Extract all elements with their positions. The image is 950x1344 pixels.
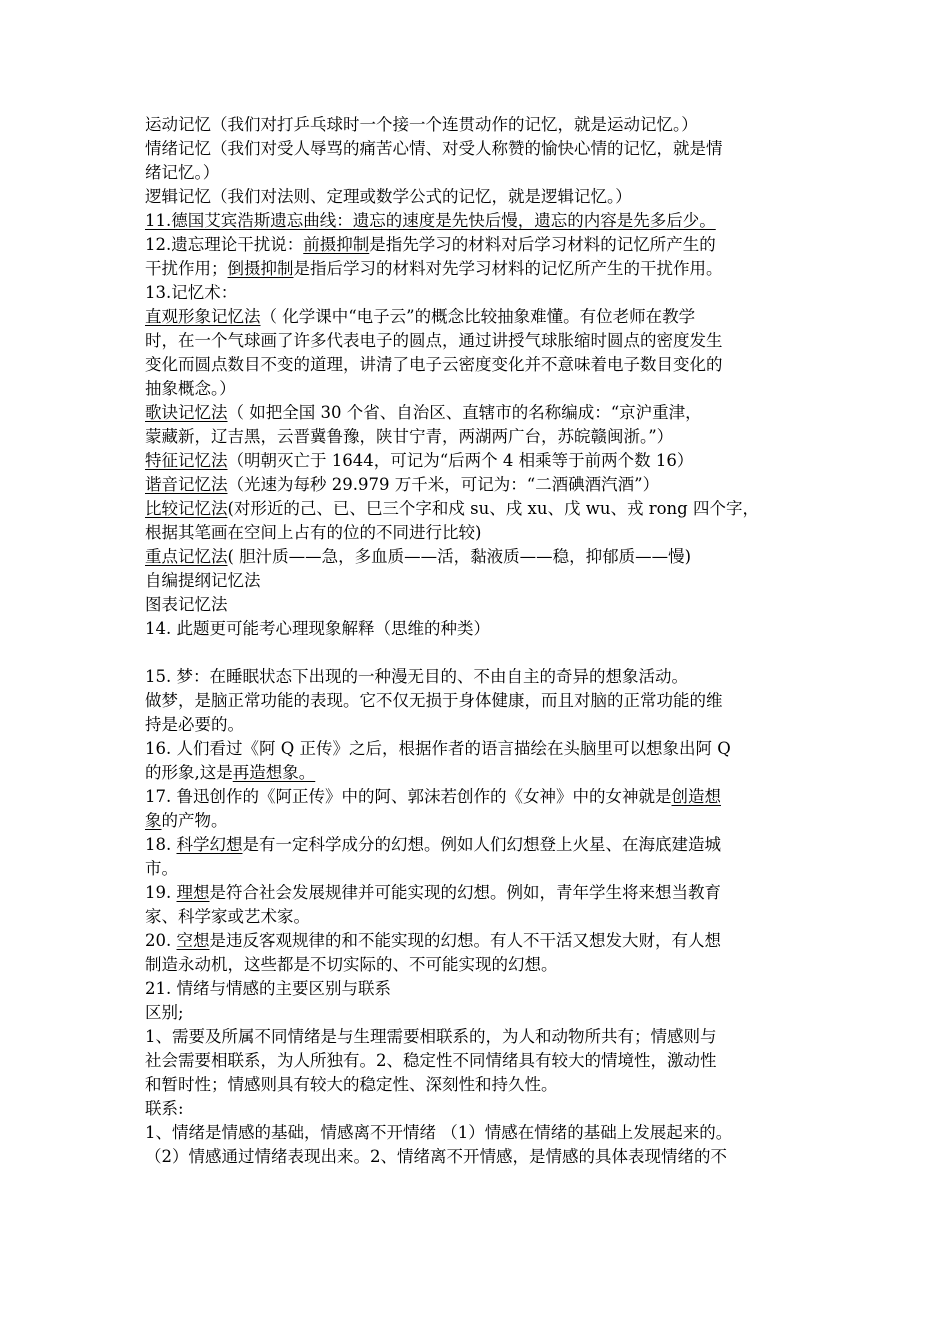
line-text: 绪记忆。） xyxy=(145,163,220,182)
line-text: 自编提纲记忆法 xyxy=(145,571,261,590)
underlined-term: 直观形象记忆法 xyxy=(145,307,261,326)
text-line xyxy=(145,209,813,233)
document-page xyxy=(145,113,813,1169)
line-text: 是指后学习的材料对先学习材料的记忆所产生的干扰作用。 xyxy=(293,259,723,278)
text-line xyxy=(145,425,813,449)
line-text: (对形近的己、已、巳三个字和戍 su、戌 xu、戊 wu、戎 rong 四个字， xyxy=(227,499,759,518)
line-text: 逻辑记忆（我们对法则、定理或数学公式的记忆，就是逻辑记忆。） xyxy=(145,187,632,206)
underlined-term: 歌诀记忆法 xyxy=(145,403,228,422)
line-text: 12.遗忘理论干扰说： xyxy=(145,235,304,254)
text-line xyxy=(145,1121,813,1145)
text-line xyxy=(145,641,813,665)
line-text: 根据其笔画在空间上占有的位的不同进行比较) xyxy=(145,523,482,542)
underlined-term: 比较记忆法 xyxy=(145,499,228,518)
text-line xyxy=(145,545,813,569)
text-line xyxy=(145,785,813,809)
line-text: （ 如把全国 30 个省、自治区、直辖市的名称编成：“京沪重津， xyxy=(227,403,702,422)
text-line xyxy=(145,1097,813,1121)
line-text: 情绪记忆（我们对受人辱骂的痛苦心情、对受人称赞的愉快心情的记忆，就是情 xyxy=(145,139,723,158)
text-line xyxy=(145,137,813,161)
text-line xyxy=(145,1073,813,1097)
underlined-term: 再造想象。 xyxy=(232,763,316,782)
text-line xyxy=(145,857,813,881)
line-text: 的形象,这是 xyxy=(145,763,233,782)
text-line xyxy=(145,281,813,305)
line-text: 15. 梦：在睡眠状态下出现的一种漫无目的、不由自主的奇异的想象活动。 xyxy=(145,667,688,686)
underlined-term: 谐音记忆法 xyxy=(145,475,228,494)
text-line xyxy=(145,1049,813,1073)
line-text: ( 胆汁质——急，多血质——活，黏液质——稳，抑郁质——慢) xyxy=(227,547,692,566)
line-text: 是指先学习的材料对后学习材料的记忆所产生的 xyxy=(369,235,716,254)
text-line xyxy=(145,233,813,257)
line-text: 20. xyxy=(145,931,177,950)
line-text: 市。 xyxy=(145,859,178,878)
underlined-term: 倒摄抑制 xyxy=(227,259,294,278)
line-text: 18. xyxy=(145,835,177,854)
text-line xyxy=(145,1025,813,1049)
line-text: 1、需要及所属不同情绪是与生理需要相联系的，为人和动物所共有；情感则与 xyxy=(145,1027,717,1046)
text-line xyxy=(145,809,813,833)
text-line xyxy=(145,185,813,209)
line-text: 变化而圆点数目不变的道理，讲清了电子云密度变化并不意味着电子数目变化的 xyxy=(145,355,723,374)
line-text: 14. 此题更可能考心理现象解释（思维的种类） xyxy=(145,619,490,638)
underlined-term: 前摄抑制 xyxy=(303,235,370,254)
line-text: 运动记忆（我们对打乒乓球时一个接一个连贯动作的记忆，就是运动记忆。） xyxy=(145,115,698,134)
line-text: 的产物。 xyxy=(161,811,228,830)
line-text: （明朝灭亡于 1644，可记为“后两个 4 相乘等于前两个数 16） xyxy=(227,451,694,470)
text-line xyxy=(145,665,813,689)
line-text: 时，在一个气球画了许多代表电子的圆点，通过讲授气球胀缩时圆点的密度发生 xyxy=(145,331,723,350)
text-line xyxy=(145,305,813,329)
line-text: 蒙藏新，辽吉黑，云晋冀鲁豫，陕甘宁青，两湖两广台，苏皖赣闽浙。”） xyxy=(145,427,674,446)
text-line xyxy=(145,473,813,497)
line-text: 家、科学家或艺术家。 xyxy=(145,907,310,926)
text-line xyxy=(145,1001,813,1025)
text-line xyxy=(145,449,813,473)
underlined-term: 科学幻想 xyxy=(176,835,243,854)
line-text: 区别; xyxy=(145,1003,184,1022)
underlined-term: 理想 xyxy=(176,883,210,902)
line-text: 做梦，是脑正常功能的表现。它不仅无损于身体健康，而且对脑的正常功能的维 xyxy=(145,691,723,710)
line-text: 13.记忆术： xyxy=(145,283,238,302)
text-line xyxy=(145,977,813,1001)
line-text: 制造永动机，这些都是不切实际的、不可能实现的幻想。 xyxy=(145,955,558,974)
underlined-term: 象 xyxy=(145,811,162,830)
text-line xyxy=(145,689,813,713)
line-text: 是有一定科学成分的幻想。例如人们幻想登上火星、在海底建造城 xyxy=(242,835,721,854)
text-line xyxy=(145,161,813,185)
text-line xyxy=(145,953,813,977)
text-line xyxy=(145,593,813,617)
text-line xyxy=(145,329,813,353)
text-line xyxy=(145,881,813,905)
text-line xyxy=(145,1145,813,1169)
text-line xyxy=(145,113,813,137)
line-text: 19. xyxy=(145,883,177,902)
text-line xyxy=(145,761,813,785)
text-line xyxy=(145,617,813,641)
line-text: 社会需要相联系，为人所独有。2、稳定性不同情绪具有较大的情境性，激动性 xyxy=(145,1051,717,1070)
text-line xyxy=(145,713,813,737)
line-text: （ 化学课中“电子云”的概念比较抽象难懂。有位老师在教学 xyxy=(260,307,696,326)
line-text: 17. 鲁迅创作的《阿正传》中的阿、郭沫若创作的《女神》中的女神就是 xyxy=(145,787,672,806)
line-text: 是符合社会发展规律并可能实现的幻想。例如，青年学生将来想当教育 xyxy=(209,883,721,902)
line-text: （2）情感通过情绪表现出来。2、情绪离不开情感，是情感的具体表现情绪的不 xyxy=(145,1147,727,1166)
underlined-term: 空想 xyxy=(176,931,210,950)
line-text: 1、情绪是情感的基础，情感离不开情绪 （1）情感在情绪的基础上发展起来的。 xyxy=(145,1123,733,1142)
line-text: 16. 人们看过《阿 Q 正传》之后，根据作者的语言描绘在头脑里可以想象出阿 Q xyxy=(145,739,731,758)
text-line xyxy=(145,497,813,521)
text-line xyxy=(145,401,813,425)
line-text: 抽象概念。） xyxy=(145,379,236,398)
text-line xyxy=(145,521,813,545)
text-line xyxy=(145,929,813,953)
line-text: 联系: xyxy=(145,1099,184,1118)
underlined-term: 重点记忆法 xyxy=(145,547,228,566)
line-text: 是违反客观规律的和不能实现的幻想。有人不干活又想发大财，有人想 xyxy=(209,931,721,950)
line-text: 干扰作用； xyxy=(145,259,228,278)
line-text: 持是必要的。 xyxy=(145,715,244,734)
text-line xyxy=(145,257,813,281)
line-text: 和暂时性；情感则具有较大的稳定性、深刻性和持久性。 xyxy=(145,1075,558,1094)
underlined-term: 创造想 xyxy=(671,787,721,806)
line-text: 图表记忆法 xyxy=(145,595,228,614)
line-text: 21. 情绪与情感的主要区别与联系 xyxy=(145,979,391,998)
underlined-term: 11.德国艾宾浩斯遗忘曲线：遗忘的速度是先快后慢，遗忘的内容是先多后少。 xyxy=(145,211,716,230)
text-line xyxy=(145,905,813,929)
text-line xyxy=(145,569,813,593)
text-line xyxy=(145,377,813,401)
text-line xyxy=(145,737,813,761)
text-line xyxy=(145,833,813,857)
text-line xyxy=(145,353,813,377)
line-text: （光速为每秒 29.979 万千米，可记为：“二酒碘酒汽酒”） xyxy=(227,475,660,494)
underlined-term: 特征记忆法 xyxy=(145,451,228,470)
